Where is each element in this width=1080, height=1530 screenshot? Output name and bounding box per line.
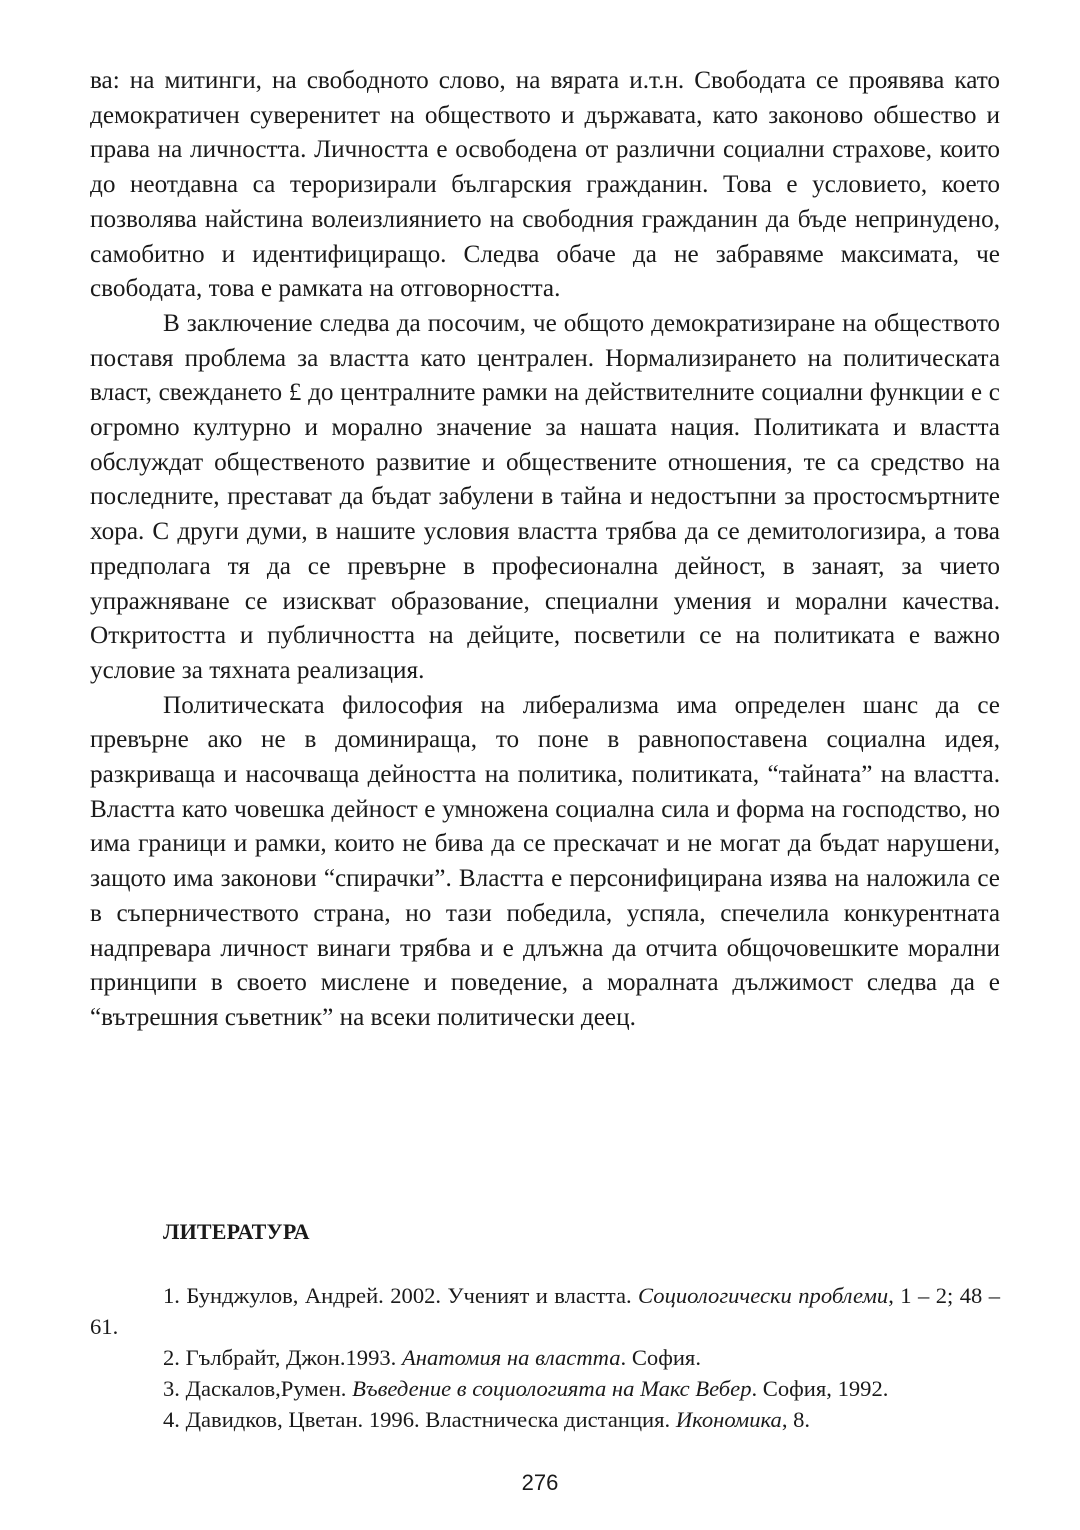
reference-list (90, 1280, 1000, 1435)
reference-text: . София. (620, 1345, 701, 1370)
reference-source-title: Въведение в социологията на Макс Вебер (352, 1376, 752, 1401)
reference-item-2 (90, 1342, 1000, 1373)
reference-text: , 1 – 2; 48 – 61. (90, 1283, 1000, 1339)
reference-source-title: Икономика (675, 1407, 782, 1432)
reference-text: 4. Давидков, Цветан. 1996. Властническа дистанция. (163, 1407, 676, 1432)
reference-text: 2. Гълбрайт, Джон.1993. (163, 1345, 402, 1370)
reference-item-1 (90, 1280, 1000, 1342)
body-paragraph-1: ва: на митинги, на свободното слово, на вярата и.т.н. Свободата се проявява като демократичен суверенитет на обществото и държавата, като законово обшество и права на личността. Личността е освободена от различни социални страхове, които до неотдавна са тероризирали българския гражданин. Това е условието, което позволява найстина волеизлиянието на свободния гражданин да бъде непринудено, самобитно и идентифициращо. Следва обаче да не забравяме максимата, че свободата, това е рамката на отговорността. (90, 67, 1000, 303)
reference-text: 1. Бунджулов, Андрей. 2002. Ученият и властта. (163, 1283, 639, 1308)
reference-source-title: Социологически проблеми (638, 1283, 889, 1308)
page-number: 276 (521, 1470, 559, 1495)
body-paragraph-3: Политическата философия на либерализма има определен шанс да се превърне ако не в доминираща, то поне в равнопоставена социална идея, разкриваща и насочваща дейността на политика, политиката, “тайната” на властта. Властта като човешка дейност е умножена социална сила и форма на господство, но има граници и рамки, които не бива да се прескачат и не могат да бъдат нарушени, защото има законови “спирачки”. Властта е персонифицирана изява на наложила се в съперничеството страна, но тази победила, успяла, спечелила конкурентната надпревара личност винаги трябва и е длъжна да отчита общочовешките морални принципи в своето мислене и поведение, а моралната дължимост следва да е “вътрешния съветник” на всеки политически деец. (90, 691, 1000, 1031)
reference-text: . София, 1992. (751, 1376, 889, 1401)
body-paragraph-2: В заключение следва да посочим, че общото демократизиране на обществото поставя проблема за властта като централен. Нормализирането на политическата власт, свеждането £ до централните рамки на действителните социални функции е с огромно културно и морално значение за нашата нация. Политиката и властта обслуждат общественото развитие и обществените отношения, те са средство на последните, престават да бъдат забулени в тайна и недостъпни за простосмъртните хора. С други думи, в нашите условия властта трябва да се демитологизира, а това предполага тя да се превърне в професионална дейност, в занаят, за чието упражняване се изискват образование, специални умения и морални качества. Откритостта и публичността на дейците, посветили се на политиката е важно условие за тяхната реализация. (90, 309, 1000, 684)
reference-item-4 (90, 1404, 1000, 1435)
reference-source-title: Анатомия на властта (401, 1345, 621, 1370)
reference-text: , 8. (781, 1407, 811, 1432)
page-content (90, 64, 1000, 1432)
reference-item-3 (90, 1373, 1000, 1404)
literature-heading: ЛИТЕРАТУРА (163, 1219, 310, 1244)
reference-text: 3. Даскалов,Румен. (163, 1376, 353, 1401)
